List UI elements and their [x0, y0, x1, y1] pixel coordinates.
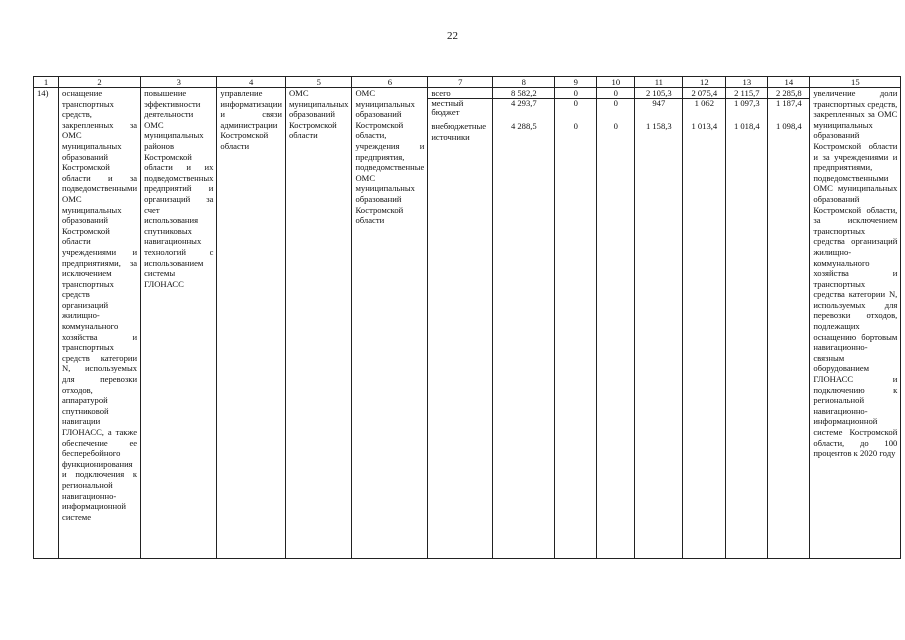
header-cell: 6 [352, 77, 428, 88]
header-cell: 8 [493, 77, 555, 88]
col8-values [493, 88, 555, 559]
col14-values [768, 88, 810, 559]
source-total: всего [428, 88, 492, 99]
col11-values [635, 88, 683, 559]
header-cell: 15 [810, 77, 901, 88]
value-cell: 0 [555, 88, 596, 99]
value-cell: 0 [573, 98, 578, 108]
co-executor: ОМС муниципальных образований Костромской области [285, 88, 352, 559]
value-cell: 1 187,4 [775, 98, 802, 108]
value-cell: 1 097,3 [733, 98, 760, 108]
header-cell: 5 [285, 77, 352, 88]
value-cell: 0 [597, 88, 634, 99]
participants: ОМС муниципальных образований Костромской области, учреждения и предприятия, подведомственные ОМС муниципальных образований Костромской области [352, 88, 428, 559]
header-cell: 9 [555, 77, 597, 88]
measure-goal: повышение эффективности деятельности ОМС муниципальных районов Костромской области и их подведомственных предприятий и организаций за счет использования спутниковых навигационных технологий с использованием системы ГЛОНАСС [141, 88, 217, 559]
col12-values [683, 88, 726, 559]
page-number: 22 [447, 30, 458, 42]
header-cell: 14 [768, 77, 810, 88]
source-local-budget: местный бюджет [431, 98, 464, 117]
value-cell: 1 158,3 [645, 121, 672, 131]
expected-result: увеличение доли транспортных средств, закрепленных за ОМС муниципальных образований Костромской области и за учреждениями и предприятиями, подведомственными ОМС муниципальных образований Костромской области, за исключением транспортных средства организаций жилищно-коммунального хозяйства и транспортных средства категории N, используемых для перевозки отходов, подлежащих оснащению бортовым навигационно-связным оборудованием ГЛОНАСС и подключению к региональной навигационно-информационной системе Костромской области, до 100 процентов к 2020 году [810, 88, 901, 559]
value-cell: 0 [613, 121, 618, 131]
value-cell: 8 582,2 [493, 88, 554, 99]
value-cell: 947 [652, 98, 666, 108]
responsible-executor: управление информатизации и связи администрации Костромской области [217, 88, 286, 559]
header-cell: 11 [635, 77, 683, 88]
value-cell: 4 293,7 [510, 98, 537, 108]
header-cell: 1 [34, 77, 59, 88]
funding-sources [428, 88, 493, 559]
value-cell: 2 115,7 [726, 88, 767, 99]
header-cell: 3 [141, 77, 217, 88]
col9-values [555, 88, 597, 559]
value-cell: 1 098,4 [775, 121, 802, 131]
program-table [33, 76, 901, 559]
col10-values [597, 88, 635, 559]
header-cell: 2 [59, 77, 141, 88]
header-cell: 4 [217, 77, 286, 88]
measure-description: оснащение транспортных средств, закрепленных за ОМС муниципальных образований Костромской области и за подведомственными ОМС муниципальных образований Костромской области учреждениями и предприятиями, за исключением транспортных средств организаций жилищно-коммунального хозяйства и транспортных средств категории N, используемых для перевозки отходов, аппаратурой спутниковой навигации ГЛОНАСС, а также обеспечение ее бесперебойного функционирования и подключения к региональной навигационно-информационной системе [59, 88, 141, 559]
value-cell: 2 075,4 [683, 88, 725, 99]
header-cell: 12 [683, 77, 726, 88]
value-cell: 0 [573, 121, 578, 131]
source-extrabudget: внебюджетные источники [431, 121, 487, 142]
value-cell: 0 [613, 98, 618, 108]
value-cell: 2 105,3 [635, 88, 682, 99]
header-cell: 13 [726, 77, 768, 88]
col13-values [726, 88, 768, 559]
value-cell: 1 018,4 [733, 121, 760, 131]
value-cell: 2 285,8 [768, 88, 809, 99]
row-number: 14) [34, 88, 59, 559]
header-row [34, 77, 901, 88]
value-cell: 4 288,5 [510, 121, 537, 131]
header-cell: 7 [428, 77, 493, 88]
value-cell: 1 062 [694, 98, 714, 108]
header-cell: 10 [597, 77, 635, 88]
table-row [34, 88, 901, 559]
value-cell: 1 013,4 [691, 121, 718, 131]
